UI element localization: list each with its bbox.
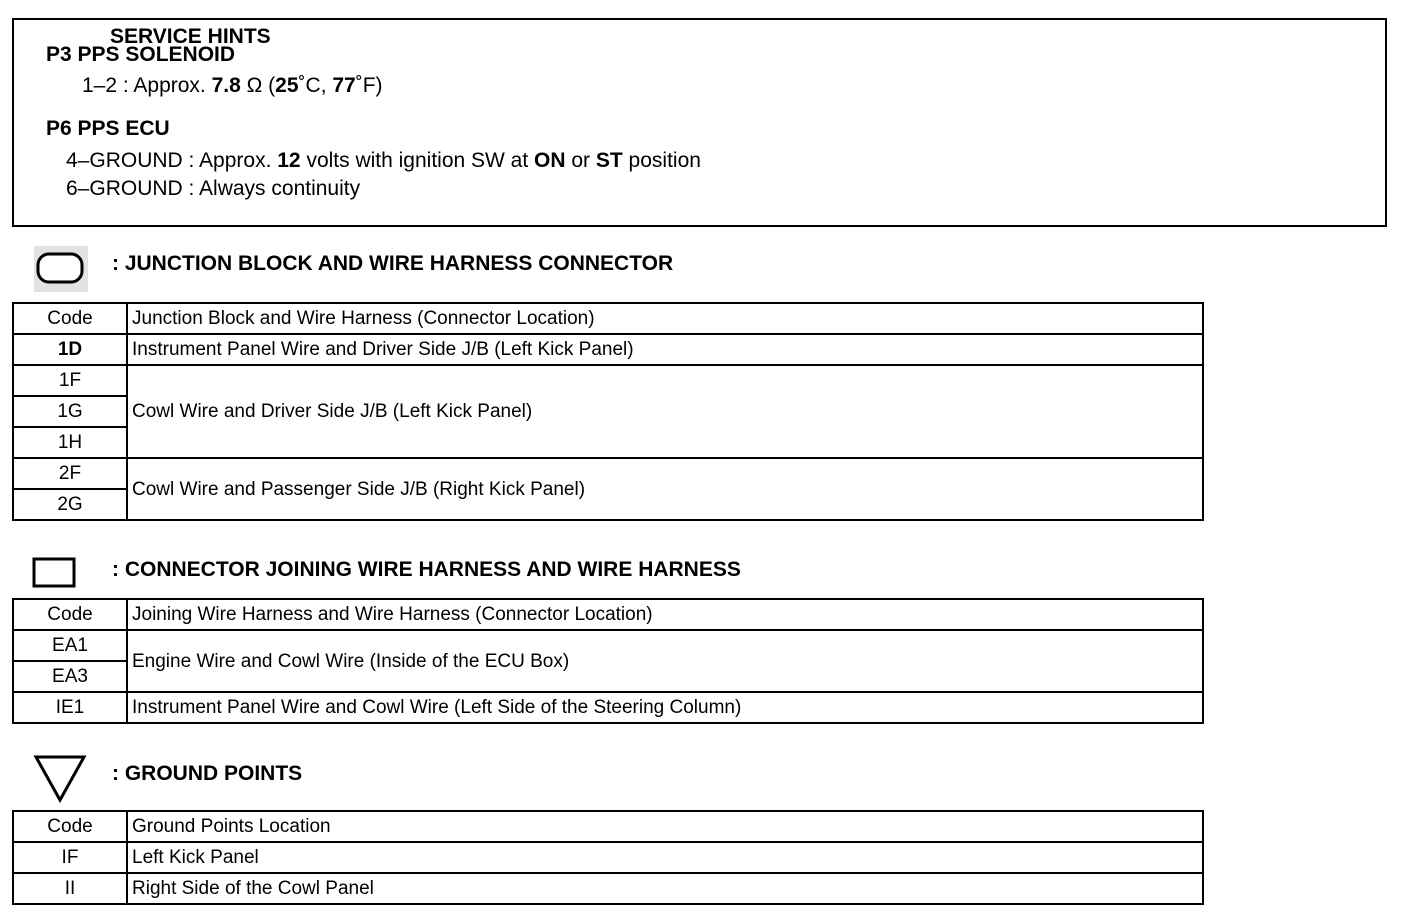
- table-row: [13, 365, 1203, 396]
- table-row: [13, 692, 1203, 723]
- service-hints-box: [12, 18, 1387, 227]
- ground-heading: : GROUND POINTS: [112, 762, 303, 785]
- table-header-row: [13, 811, 1203, 842]
- location-header: Junction Block and Wire Harness (Connector Location): [127, 303, 1203, 334]
- table-header-row: [13, 303, 1203, 334]
- location-cell: Cowl Wire and Passenger Side J/B (Right Kick Panel): [127, 458, 1203, 520]
- p6-heading: P6 PPS ECU: [46, 117, 170, 140]
- junction-heading: : JUNCTION BLOCK AND WIRE HARNESS CONNECTOR: [112, 252, 674, 275]
- p6-line-2: 6–GROUND : Always continuity: [66, 177, 361, 200]
- location-cell: Left Kick Panel: [127, 842, 1203, 873]
- code-cell: 2F: [13, 458, 127, 489]
- table-header-row: [13, 599, 1203, 630]
- table-row: [13, 458, 1203, 489]
- ground-point-icon: [32, 752, 88, 804]
- code-cell: EA3: [13, 661, 127, 692]
- location-header: Joining Wire Harness and Wire Harness (Connector Location): [127, 599, 1203, 630]
- location-cell: Engine Wire and Cowl Wire (Inside of the ECU Box): [127, 630, 1203, 692]
- table-row: [13, 630, 1203, 661]
- code-cell: II: [13, 873, 127, 904]
- location-cell: Instrument Panel Wire and Driver Side J/B (Left Kick Panel): [127, 334, 1203, 365]
- ground-table: [12, 810, 1204, 905]
- code-header: Code: [13, 811, 127, 842]
- code-header: Code: [13, 599, 127, 630]
- joining-heading: : CONNECTOR JOINING WIRE HARNESS AND WIRE HARNESS: [112, 558, 741, 581]
- table-row: [13, 842, 1203, 873]
- code-cell: 1G: [13, 396, 127, 427]
- code-cell: 1F: [13, 365, 127, 396]
- joining-table: [12, 598, 1204, 724]
- location-cell: Instrument Panel Wire and Cowl Wire (Left Side of the Steering Column): [127, 692, 1203, 723]
- service-hints-title: SERVICE HINTS: [86, 24, 295, 50]
- connector-icon: [32, 556, 78, 590]
- code-cell: IE1: [13, 692, 127, 723]
- location-cell: Cowl Wire and Driver Side J/B (Left Kick Panel): [127, 365, 1203, 458]
- code-cell: EA1: [13, 630, 127, 661]
- code-cell: 2G: [13, 489, 127, 520]
- p3-line: 1–2 : Approx. 7.8 Ω (25˚C, 77˚F): [82, 74, 383, 97]
- location-header: Ground Points Location: [127, 811, 1203, 842]
- table-row: [13, 334, 1203, 365]
- table-row: [13, 873, 1203, 904]
- code-cell: 1D: [13, 334, 127, 365]
- junction-table: [12, 302, 1204, 521]
- location-cell: Right Side of the Cowl Panel: [127, 873, 1203, 904]
- code-header: Code: [13, 303, 127, 334]
- code-cell: IF: [13, 842, 127, 873]
- p6-line-1: 4–GROUND : Approx. 12 volts with ignition SW at ON or ST position: [66, 149, 701, 172]
- junction-block-icon: [34, 246, 88, 292]
- p3-heading: P3 PPS SOLENOID: [46, 43, 236, 66]
- code-cell: 1H: [13, 427, 127, 458]
